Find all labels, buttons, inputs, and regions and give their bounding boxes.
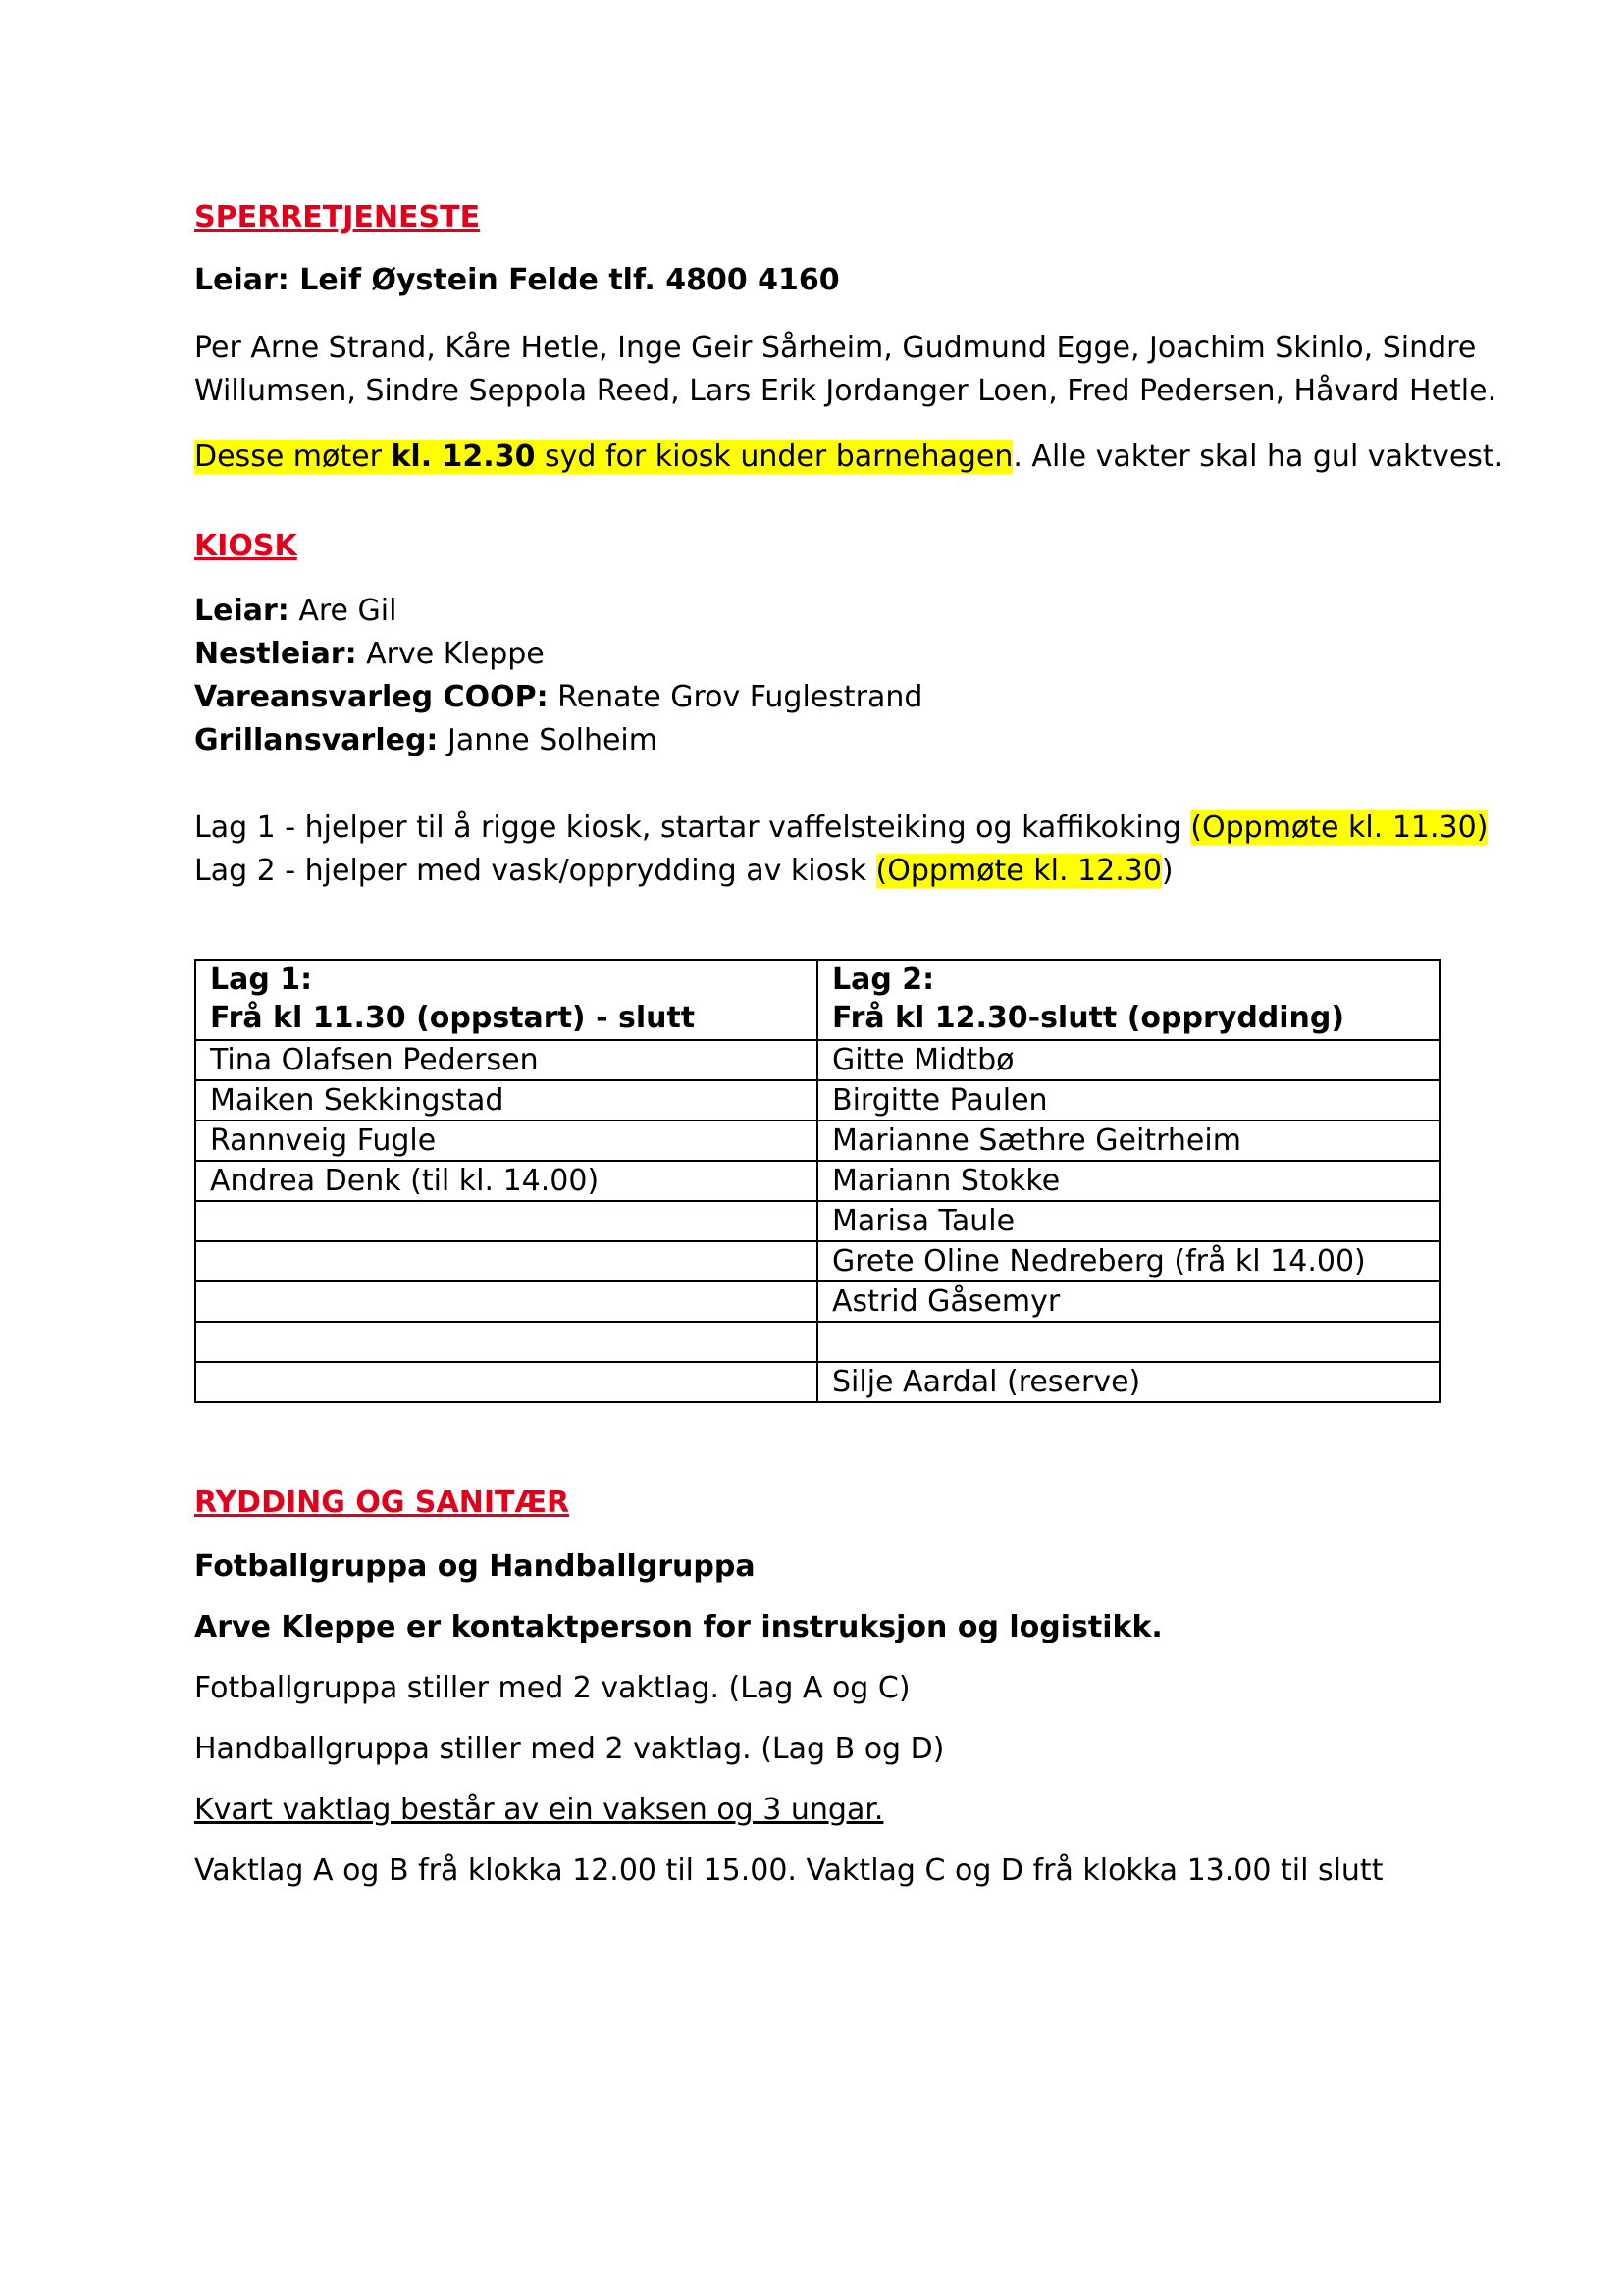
table-cell-lag2: Birgitte Paulen (817, 1080, 1440, 1121)
table-header-row (195, 960, 1440, 1040)
lag2-text: Lag 2 - hjelper med vask/opprydding av kiosk (194, 854, 876, 888)
section-heading-sperretjeneste: SPERRETJENESTE (194, 200, 481, 235)
table-row (195, 1040, 1440, 1080)
meeting-vest-note: . Alle vakter skal ha gul vaktvest. (1013, 440, 1504, 474)
role-value: Janne Solheim (438, 723, 657, 757)
table-cell-lag1 (195, 1281, 817, 1322)
lag2-close-paren: ) (1161, 854, 1174, 888)
kiosk-role-grillansvarleg (194, 719, 657, 762)
rydding-groups: Fotballgruppa og Handballgruppa (194, 1549, 756, 1584)
section-heading-rydding: RYDDING OG SANITÆR (194, 1486, 570, 1520)
role-label: Leiar: (194, 594, 289, 628)
lag1-subtitle: Frå kl 11.30 (oppstart) - slutt (210, 1001, 696, 1035)
kiosk-shift-table (194, 959, 1441, 1403)
role-value: Renate Grov Fuglestrand (548, 680, 923, 714)
rydding-times: Vaktlag A og B frå klokka 12.00 til 15.00. Vaktlag C og D frå klokka 13.00 til slutt (194, 1853, 1384, 1888)
table-cell-lag2: Gitte Midtbø (817, 1040, 1440, 1080)
sperretjeneste-members-line-1: Per Arne Strand, Kåre Hetle, Inge Geir Sårheim, Gudmund Egge, Joachim Skinlo, Sindre (194, 331, 1477, 365)
table-row (195, 1161, 1440, 1201)
table-cell-lag2: Marisa Taule (817, 1201, 1440, 1241)
role-label: Vareansvarleg COOP: (194, 680, 549, 714)
lag2-time-highlight: (Oppmøte kl. 12.30 (875, 854, 1162, 888)
kiosk-role-nestleiar (194, 633, 545, 676)
table-cell-lag1: Rannveig Fugle (195, 1121, 817, 1161)
table-cell-lag1: Tina Olafsen Pedersen (195, 1040, 817, 1080)
table-cell-lag2 (817, 1322, 1440, 1362)
sperretjeneste-members-line-2: Willumsen, Sindre Seppola Reed, Lars Erik Jordanger Loen, Fred Pedersen, Håvard Hetle. (194, 374, 1497, 408)
table-row (195, 1121, 1440, 1161)
rydding-composition: Kvart vaktlag består av ein vaksen og 3 ungar. (194, 1793, 884, 1827)
meeting-highlight-a: Desse møter (194, 440, 392, 474)
table-cell-lag2: Silje Aardal (reserve) (817, 1362, 1440, 1402)
table-cell-lag1 (195, 1241, 817, 1281)
rydding-handball: Handballgruppa stiller med 2 vaktlag. (Lag B og D) (194, 1732, 945, 1766)
lag2-title: Lag 2: (832, 963, 935, 997)
table-cell-lag1 (195, 1362, 817, 1402)
table-row (195, 1322, 1440, 1362)
table-cell-lag2: Astrid Gåsemyr (817, 1281, 1440, 1322)
role-value: Are Gil (288, 594, 397, 628)
table-row (195, 1201, 1440, 1241)
table-header-lag2 (817, 960, 1440, 1040)
table-cell-lag1 (195, 1201, 817, 1241)
meeting-highlight-place: syd for kiosk under barnehagen (535, 440, 1014, 474)
lag1-time-highlight: (Oppmøte kl. 11.30) (1190, 810, 1489, 845)
kiosk-lag2-description (194, 850, 1174, 893)
table-row (195, 1362, 1440, 1402)
sperretjeneste-leader: Leiar: Leif Øystein Felde tlf. 4800 4160 (194, 263, 840, 297)
rydding-fotball: Fotballgruppa stiller med 2 vaktlag. (Lag A og C) (194, 1671, 911, 1705)
kiosk-role-leiar (194, 590, 396, 633)
sperretjeneste-meeting-note (194, 436, 1503, 479)
table-header-lag1 (195, 960, 817, 1040)
lag2-subtitle: Frå kl 12.30-slutt (opprydding) (832, 1001, 1345, 1035)
rydding-contact: Arve Kleppe er kontaktperson for instruksjon og logistikk. (194, 1610, 1163, 1644)
lag1-text: Lag 1 - hjelper til å rigge kiosk, startar vaffelsteiking og kaffikoking (194, 810, 1191, 845)
section-heading-kiosk: KIOSK (194, 529, 297, 563)
role-label: Grillansvarleg: (194, 723, 439, 757)
table-cell-lag1: Maiken Sekkingstad (195, 1080, 817, 1121)
table-row (195, 1241, 1440, 1281)
table-cell-lag1: Andrea Denk (til kl. 14.00) (195, 1161, 817, 1201)
table-cell-lag2: Grete Oline Nedreberg (frå kl 14.00) (817, 1241, 1440, 1281)
table-cell-lag2: Marianne Sæthre Geitrheim (817, 1121, 1440, 1161)
lag1-title: Lag 1: (210, 963, 313, 997)
table-row (195, 1281, 1440, 1322)
role-label: Nestleiar: (194, 637, 357, 671)
kiosk-lag1-description (194, 807, 1488, 850)
table-row (195, 1080, 1440, 1121)
table-cell-lag2: Mariann Stokke (817, 1161, 1440, 1201)
kiosk-role-vareansvarleg (194, 676, 922, 719)
table-cell-lag1 (195, 1322, 817, 1362)
meeting-highlight-time: kl. 12.30 (391, 440, 536, 474)
role-value: Arve Kleppe (356, 637, 545, 671)
